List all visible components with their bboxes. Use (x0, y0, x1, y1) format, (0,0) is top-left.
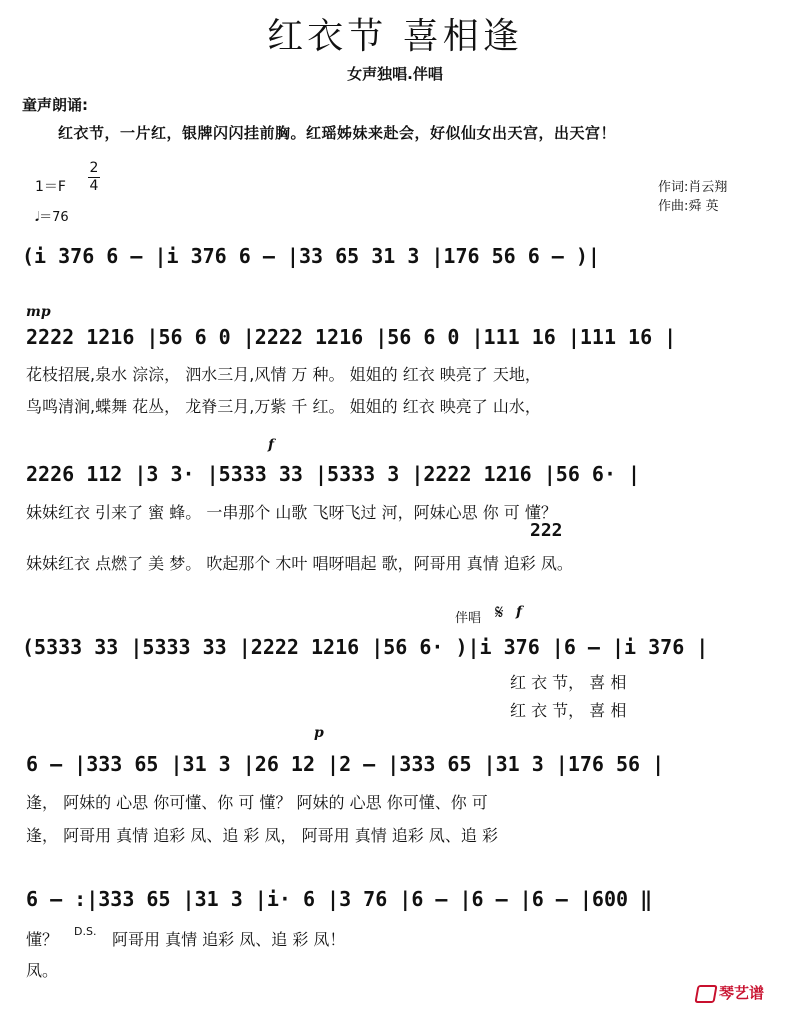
dynamic-mp: mp (26, 304, 51, 320)
dynamic-f: f (268, 437, 275, 453)
recitation-label: 童声朗诵: (22, 96, 88, 114)
subtitle: 女声独唱.伴唱 (347, 65, 443, 83)
segno-sign: 𝄋 (495, 600, 504, 624)
ds-mark: D.S. (74, 925, 97, 938)
system-3-notes: 2226 112 |3 3· |5333 33 |5333 3 |2222 1216 |56 6· | (26, 462, 641, 486)
system-4-notes: (5333 33 |5333 33 |2222 1216 |56 6· )|i 376 |6 – |i 376 | (22, 635, 709, 659)
logo-text: 琴艺谱 (719, 984, 765, 1002)
system-2-lyrics-verse2: 鸟鸣清涧,蝶舞 花丛， 龙脊三月,万紫 千 红。 姐姐的 红衣 映亮了 山水， (26, 397, 541, 416)
dynamic-f-chorus: f (516, 604, 523, 620)
system-5-notes: 6 – |333 65 |31 3 |26 12 |2 – |333 65 |31 3 |176 56 | (26, 752, 665, 776)
system-4-lyrics-verse1: 红 衣 节， 喜 相 (510, 673, 627, 692)
system-3-alt-notes: 222 (530, 520, 563, 541)
time-signature-bottom: 4 (89, 178, 99, 194)
system-3-lyrics-verse2: 妹妹红衣 点燃了 美 梦。 吹起那个 木叶 唱呀唱起 歌，阿哥用 真情 追彩 凤。 (26, 554, 573, 573)
system-5-lyrics-verse1: 逢， 阿妹的 心思 你可懂、你 可 懂？ 阿妹的 心思 你可懂、你 可 (26, 793, 488, 812)
system-1-notes: (i 376 6 – |i 376 6 – |33 65 31 3 |176 56 6 – )| (22, 244, 600, 268)
chorus-mark: 伴唱 (455, 611, 482, 626)
system-6-lyrics-verse1-rest: 阿哥用 真情 追彩 凤、追 彩 凤！ (112, 930, 346, 949)
time-signature-top: 2 (89, 160, 99, 176)
recitation-text: 红衣节，一片红，银牌闪闪挂前胸。红瑶姊妹来赴会，好似仙女出天宫，出天宫！ (58, 124, 617, 142)
logo-icon (694, 985, 717, 1003)
system-5-lyrics-verse2: 逢， 阿哥用 真情 追彩 凤、追 彩 凤， 阿哥用 真情 追彩 凤、追 彩 (26, 826, 498, 845)
system-6-lyrics-verse2: 凤。 (26, 961, 59, 980)
dynamic-p: p (314, 725, 324, 741)
system-6-lyrics-verse1: 懂？ (26, 930, 59, 949)
composer-credit: 作曲:舜 英 (658, 199, 719, 214)
tempo-mark: 𝅘𝅥＝76 (35, 210, 69, 225)
system-2-notes: 2222 1216 |56 6 0 |2222 1216 |56 6 0 |111 16 |111 16 | (26, 325, 677, 349)
key-signature: 1＝F (35, 179, 66, 195)
system-6-notes: 6 – :|333 65 |31 3 |i· 6 |3 76 |6 – |6 – |6 – |600 ‖ (26, 887, 653, 911)
system-2-lyrics-verse1: 花枝招展,泉水 淙淙， 泗水三月,风情 万 种。 姐姐的 红衣 映亮了 天地， (26, 365, 541, 384)
system-3-lyrics-verse1: 妹妹红衣 引来了 蜜 蜂。 一串那个 山歌 飞呀飞过 河，阿妹心思 你 可 懂？ (26, 503, 557, 522)
system-4-lyrics-verse2: 红 衣 节， 喜 相 (510, 701, 627, 720)
song-title: 红衣节 喜相逢 (267, 16, 523, 57)
lyricist-credit: 作词:肖云翔 (658, 180, 728, 195)
time-signature (88, 160, 100, 195)
site-logo[interactable] (696, 982, 764, 1003)
